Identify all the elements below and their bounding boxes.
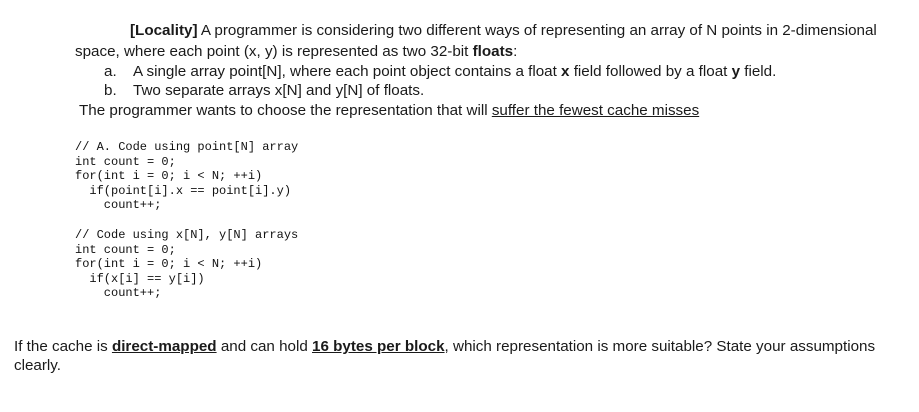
intro-text-1: A programmer is considering two different ways of representing an array of N points in 2-dimensional	[197, 22, 877, 39]
locality-tag: [Locality]	[130, 22, 198, 39]
intro-line-2	[75, 42, 517, 61]
option-a-text-3: field.	[740, 63, 777, 80]
code-b-line-4: if(x[i] == y[i])	[75, 271, 205, 286]
code-a-line-5: count++;	[75, 198, 162, 213]
option-a-text-1: A single array point[N], where each point object contains a float	[133, 63, 562, 80]
code-b-line-2: int count = 0;	[75, 242, 176, 257]
option-b-marker: b.	[104, 82, 117, 99]
question-line-1	[14, 337, 875, 356]
code-samples	[75, 140, 298, 301]
code-a-line-3: for(int i = 0; i < N; ++i)	[75, 169, 263, 184]
option-a-text	[133, 62, 776, 81]
code-a-line-1: // A. Code using point[N] array	[75, 140, 299, 154]
intro-colon: :	[513, 43, 518, 60]
intro-text-2: space, where each point (x, y) is represented as two 32-bit	[75, 43, 473, 60]
code-b-line-3: for(int i = 0; i < N; ++i)	[75, 257, 263, 272]
block-size-emphasis: 16 bytes per block	[312, 338, 445, 355]
option-a-x-bold: x	[561, 63, 570, 80]
option-b-text-1: Two separate arrays x[N] and y[N] of floats.	[133, 82, 425, 99]
question-line-2	[14, 356, 61, 375]
code-gap	[75, 213, 298, 228]
goal-text: The programmer wants to choose the representation that will	[79, 102, 492, 119]
option-b-text	[133, 81, 424, 100]
question-text-1: If the cache is	[14, 338, 112, 355]
option-a-marker: a.	[104, 63, 117, 80]
option-a-text-2: field followed by a float	[569, 63, 732, 80]
code-a-line-2: int count = 0;	[75, 154, 176, 169]
code-a-line-4: if(point[i].x == point[i].y)	[75, 183, 292, 198]
question-text-2: and can hold	[216, 338, 313, 355]
question-text-4: clearly.	[14, 357, 61, 374]
option-a	[104, 62, 117, 81]
goal-underlined: suffer the fewest cache misses	[491, 102, 700, 119]
question-text-3: , which representation is more suitable? State your assumptions	[444, 338, 876, 355]
code-b-line-5: count++;	[75, 286, 162, 301]
option-b	[104, 81, 117, 100]
goal-line	[79, 101, 699, 120]
intro-line-1	[130, 21, 877, 40]
code-b-line-1: // Code using x[N], y[N] arrays	[75, 227, 299, 242]
floats-bold: floats	[472, 43, 514, 60]
direct-mapped-emphasis: direct-mapped	[111, 338, 217, 355]
option-a-y-bold: y	[731, 63, 741, 80]
